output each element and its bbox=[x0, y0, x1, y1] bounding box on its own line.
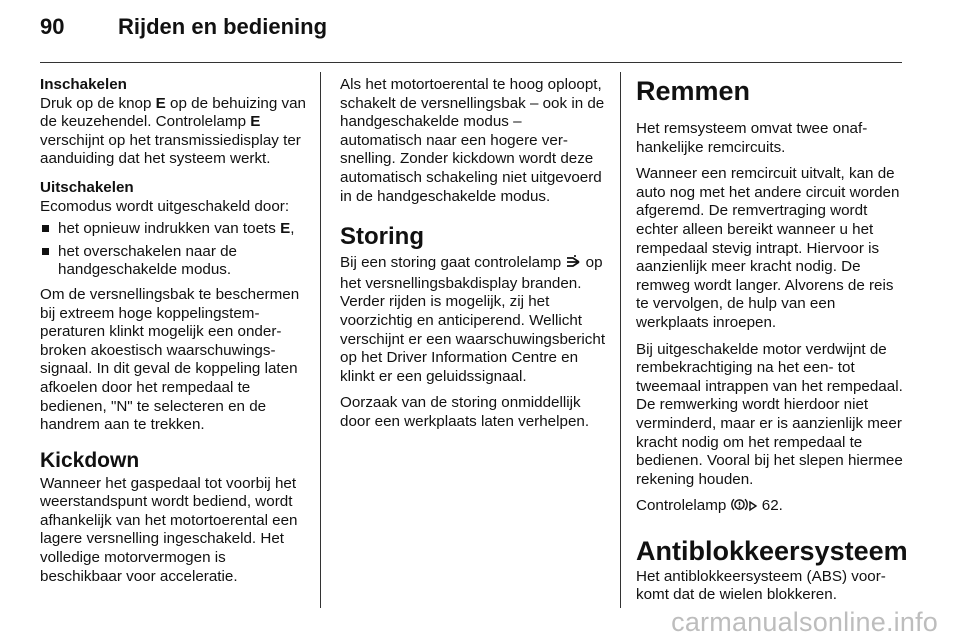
list-item bbox=[40, 243, 310, 280]
text-run: verschijnt op het transmissiedisplay ter aanduiding dat het systeem werkt. bbox=[40, 131, 301, 168]
text-run: op de behuizing van de keuzehendel. Controlelamp bbox=[40, 94, 306, 131]
bullet-list bbox=[40, 220, 310, 280]
watermark: carmanualsonline.info bbox=[671, 607, 938, 637]
text-run: 62. bbox=[757, 497, 783, 515]
heading-storing: Storing bbox=[340, 223, 424, 251]
key-e-label: E bbox=[280, 220, 291, 238]
paragraph-remmen-1: Het remsysteem omvat twee onafhankelijke remcircuits. bbox=[636, 120, 868, 156]
subheading-uitschakelen: Uitschakelen bbox=[40, 178, 134, 196]
key-e-label: E bbox=[155, 94, 166, 112]
paragraph-oorzaak: Oorzaak van de storing onmiddellijk door een werkplaats laten verhelpen. bbox=[340, 394, 590, 430]
column-left bbox=[40, 76, 310, 594]
text-run: het opnieuw indrukken van toets bbox=[58, 220, 281, 238]
text-run: het overschakelen naar de handgeschakelde modus. bbox=[58, 242, 237, 279]
paragraph-uitschakelen: Ecomodus wordt uitgeschakeld door: bbox=[40, 197, 290, 215]
paragraph-koppeling: Om de versnellingsbak te beschermen bij extreem hoge koppelingstemperaturen klinkt mogelijk een onderbroken akoestisch waarschuwingssignaal. In dit geval de koppeling laten afkoelen door het rempedaal te bedienen, "N" te selecteren en de handrem aan te trekken. bbox=[40, 285, 300, 434]
text-run: Controlelamp bbox=[636, 497, 731, 515]
paragraph-abs: Het antiblokkeersysteem (ABS) voorkomt dat de wielen blokkeren. bbox=[636, 567, 886, 604]
list-item bbox=[40, 220, 310, 239]
page-header bbox=[40, 14, 920, 50]
column-divider-right bbox=[620, 72, 621, 608]
page-title: Rijden en bediening bbox=[118, 14, 328, 39]
page-number: 90 bbox=[40, 14, 65, 39]
key-e-label: E bbox=[250, 113, 261, 131]
bullet-icon bbox=[42, 225, 49, 232]
column-middle bbox=[340, 76, 606, 440]
page-reference-icon bbox=[748, 499, 758, 518]
header-divider bbox=[40, 62, 902, 63]
paragraph-inschakelen bbox=[40, 95, 310, 169]
paragraph-storing bbox=[340, 254, 606, 386]
brake-warning-icon bbox=[731, 497, 748, 518]
heading-remmen: Remmen bbox=[636, 76, 751, 106]
heading-kickdown: Kickdown bbox=[40, 448, 140, 472]
column-right bbox=[636, 76, 906, 613]
text-run: , bbox=[290, 220, 295, 238]
transmission-fault-icon bbox=[565, 255, 581, 275]
paragraph-kickdown: Wanneer het gaspedaal tot voorbij het weerstandspunt wordt bediend, wordt afhankelijk van het motortoerental een lagere versnelling ingeschakeld. Het volledige motorvermogen is beschikbaar voor acceleratie. bbox=[40, 474, 298, 585]
subheading-inschakelen: Inschakelen bbox=[40, 76, 127, 93]
text-run: Bij een storing gaat controlelamp bbox=[340, 254, 566, 272]
paragraph-toerental: Als het motortoerental te hoog oploopt, schakelt de versnellingsbak – ook in de handgeschakelde modus – automatisch naar een hogere versnelling. Zonder kickdown wordt deze automatisch schakeling niet uitgevoerd in de handgeschakelde modus. bbox=[340, 76, 605, 205]
column-divider-left bbox=[320, 72, 321, 608]
heading-antiblokkeersysteem: Antiblokkeersysteem bbox=[636, 535, 908, 566]
paragraph-remmen-3: Bij uitgeschakelde motor verdwijnt de rembekrachtiging na het een- tot tweemaal intrappen van het rempedaal. De remwerking wordt hierdoor niet verminderd, maar er is aanzienlijk meer kracht nodig om het rempedaal te bedienen. Vooral bij het slepen hiermee rekening houden. bbox=[636, 340, 903, 488]
bullet-icon bbox=[42, 248, 49, 255]
text-run: op het versnellingsbakdisplay branden. Verder rijden is mogelijk, zij het voorzichtig en anticiperend. Wellicht verschijnt er een waarschuwingsbericht op het Driver Information Centre en klinkt er een geluidssignaal. bbox=[340, 254, 606, 385]
text-run: Druk op de knop bbox=[40, 94, 156, 112]
paragraph-remmen-2: Wanneer een remcircuit uitvalt, kan de auto nog met het andere circuit worden afgeremd. De remvertraging wordt echter alleen bereikt wanneer u het rempedaal stevig intrapt. Hiervoor is aanzienlijk meer kracht nodig. De remweg wordt langer. Alvorens de reis te vervolgen, de hulp van een werkplaats inroepen. bbox=[636, 165, 900, 331]
paragraph-controlelamp bbox=[636, 497, 906, 518]
